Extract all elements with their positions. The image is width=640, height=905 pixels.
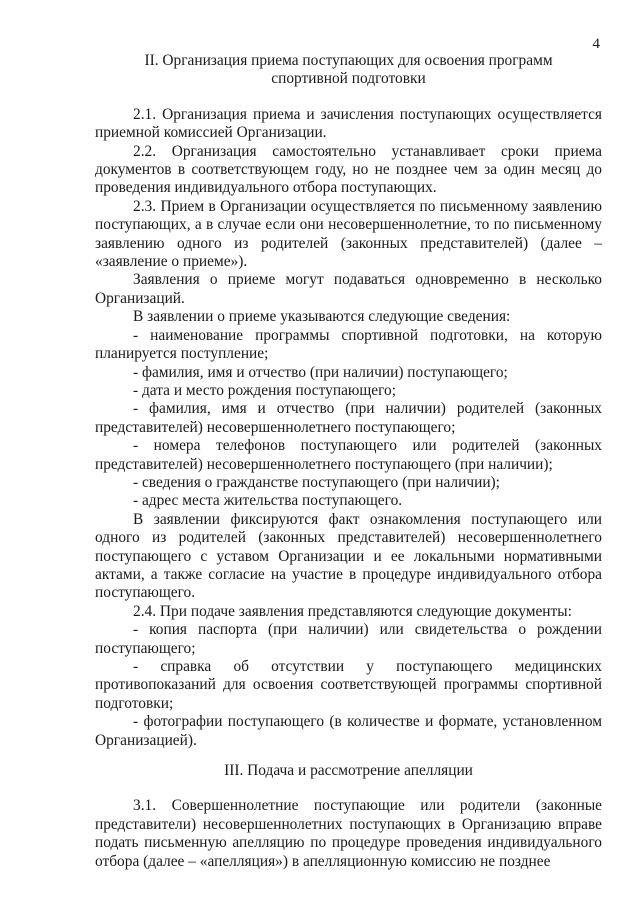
section-2-heading xyxy=(95,52,602,89)
paragraph: - фамилия, имя и отчество (при наличии) поступающего; xyxy=(133,363,508,381)
paragraph: - номера телефонов поступающего или родителей (законных представителей) несовершеннолетнего поступающего (при наличии); xyxy=(95,437,602,473)
paragraph: В заявлении о приеме указываются следующие сведения: xyxy=(133,308,511,326)
section-2-heading-line-1: II. Организация приема поступающих для освоения программ xyxy=(144,52,553,69)
paragraph: - адрес места жительства поступающего. xyxy=(133,492,403,510)
section-3-heading: III. Подача и рассмотрение апелляции xyxy=(224,762,473,780)
page-number: 4 xyxy=(592,36,600,52)
paragraph: - фотографии поступающего (в количестве и формате, установленном Организацией). xyxy=(95,713,602,749)
paragraph: - справка об отсутствии у поступающего медицинских противопоказаний для освоения соответствующей программы спортивной подготовки; xyxy=(95,658,602,712)
paragraph: 2.3. Прием в Организации осуществляется по письменному заявлению поступающих, а в случае если они несовершеннолетние, то по письменному заявлению одного из родителей (законных представителей) (далее – «заявление о приеме»). xyxy=(95,197,602,271)
paragraph: 2.1. Организация приема и зачисления поступающих осуществляется приемной комиссией Организации. xyxy=(95,105,602,142)
section-3-body xyxy=(95,797,602,871)
paragraph: - копия паспорта (при наличии) или свидетельства о рождении поступающего; xyxy=(95,621,602,657)
paragraph: - сведения о гражданстве поступающего (при наличии); xyxy=(133,473,500,491)
paragraph: Заявления о приеме могут подаваться одновременно в несколько Организаций. xyxy=(95,271,602,307)
paragraph: - наименование программы спортивной подготовки, на которую планируется поступление; xyxy=(95,326,602,363)
section-2-heading-line-2: спортивной подготовки xyxy=(271,70,426,88)
document-body xyxy=(95,52,602,871)
paragraph: - фамилия, имя и отчество (при наличии) родителей (законных представителей) несовершеннолетнего поступающего; xyxy=(95,400,602,436)
paragraph: 3.1. Совершеннолетние поступающие или родители (законные представители) несовершеннолетних поступающих в Организацию вправе подать письменную апелляцию по процедуре проведения индивидуального отбора (далее – «апелляция») в апелляционную комиссию не позднее xyxy=(95,797,602,870)
paragraph: 2.4. При подаче заявления представляются следующие документы: xyxy=(133,602,572,620)
paragraph: В заявлении фиксируются факт ознакомления поступающего или одного из родителей (законных представителей) несовершеннолетнего поступающего с уставом Организации и ее локальными нормативными актами, а также согласие на участие в процедуре индивидуального отбора поступающего. xyxy=(95,510,602,602)
paragraph: - дата и место рождения поступающего; xyxy=(133,381,396,399)
section-2-body xyxy=(95,106,602,750)
paragraph: 2.2. Организация самостоятельно устанавливает сроки приема документов в соответствующем году, но не позднее чем за один месяц до проведения индивидуального отбора поступающих. xyxy=(95,142,602,197)
